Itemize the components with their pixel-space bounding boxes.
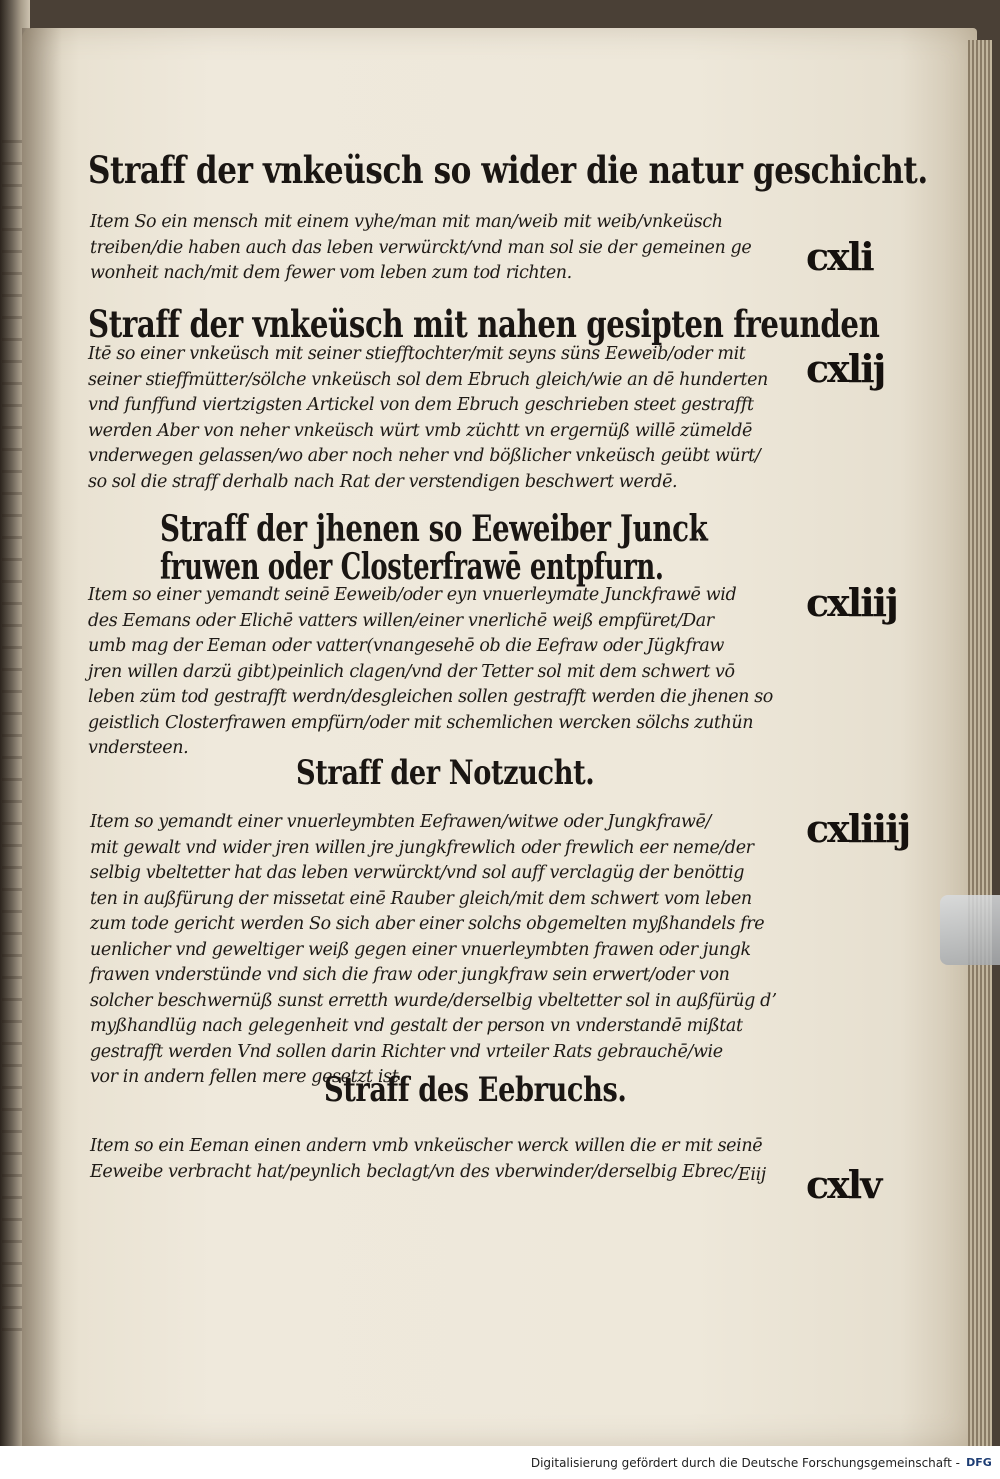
footer-bar: [0, 1446, 1000, 1479]
section-body-abduction: Item so einer yemandt seinē Eeweib/oder eyn vnuerleymate Junckfrawē wid des Eemans oder Elichē vatters willen/einer vnerlichē weiß empfüret/Dar umb mag der Eeman oder vatter(vnangesehē ob die Eefraw oder Jügkfraw jren willen darzü gibt)peinlich clagen/vnd der Tetter sol mit dem schwert vō leben züm tod gestrafft werdn/desgleichen sollen gestrafft werden die jhenen so geistlich Closterfrawen empfürn/oder mit schemlichen wercken sölchs zuthün vndersteen.: [88, 585, 773, 758]
section-heading-rape: Straff der Notzucht.: [296, 753, 595, 793]
gutter-shadow: [22, 28, 62, 1446]
section-heading-unnatural: Straff der vnkeüsch so wider die natur geschicht.: [88, 148, 928, 192]
section-heading-kin: Straff der vnkeüsch mit nahen gesipten freunden: [88, 302, 880, 346]
section-body-unnatural: Item So ein mensch mit einem vyhe/man mit man/weib mit weib/vnkeüsch treiben/die haben auch das leben verwürckt/vnd man sol sie der gemeinen ge wonheit nach/mit dem fewer vom leben zum tod richten.: [90, 212, 752, 283]
signature-mark: Eiij: [738, 1165, 766, 1185]
section-body-rape: Item so yemandt einer vnuerleymbten Eefrawen/witwe oder Jungkfrawē/ mit gewalt vnd wider jren willen jre jungkfrewlich oder frewlich eer neme/der selbig vbeltetter hat das leben verwürckt/vnd sol auff verclagüg der benöttig ten in außfürung der missetat einē Rauber gleich/mit dem schwert vom leben zum tode gericht werden So sich aber einer solchs obgemelten myßhandels fre uenlicher vnd geweltiger weiß gegen einer vnuerleymbten frawen oder jungk frawen vnderstünde vnd sich die fraw oder jungkfraw sein erwert/oder von solcher beschwernüß sunst erretth wurde/derselbig vbeltetter sol in außfürüg dʼ myßhandlüg nach gelegenheit vnd gestalt der person vn vnderstandē mißtat gestrafft werden Vnd sollen darin Richter vnd vrteiler Rats gebrauchē/wie vor in andern fellen mere gesetzt ist: [90, 812, 777, 1087]
section-heading-abduction-line1: Straff der jhenen so Eeweiber Junck: [160, 508, 708, 550]
section-heading-abduction-line2: fruwen oder Closterfrawē entpfurn.: [160, 546, 664, 588]
article-numeral: cxlv: [806, 1162, 881, 1207]
article-numeral: cxliij: [806, 580, 897, 625]
article-numeral: cxli: [806, 234, 873, 279]
funding-credit: Digitalisierung gefördert durch die Deutsche Forschungsgemeinschaft -: [530, 1456, 960, 1470]
section-body-adultery: Item so ein Eeman einen andern vmb vnkeüscher werck willen die er mit seinē Eeweibe verbracht hat/peynlich beclagt/vn des vberwinder/derselbig Ebrec/: [90, 1136, 763, 1182]
article-numeral: cxlij: [806, 346, 885, 391]
section-body-kin: Itē so einer vnkeüsch mit seiner stiefftochter/mit seyns süns Eeweib/oder mit seiner stieffmütter/sölche vnkeüsch sol dem Ebruch gleich/wie an dē hunderten vnd funffund viertzigsten Artickel von dem Ebruch geschrieben steet gestrafft werden Aber von neher vnkeüsch würt vmb züchtt vn ergernüß willē zümeldē vnderwegen gelassen/wo aber noch neher vnd bößlicher vnkeüsch geübt würt/ so sol die straff derhalb nach Rat der verstendigen beschwert werdē.: [88, 344, 768, 492]
article-numeral: cxliiij: [806, 806, 910, 851]
page-stack-edge: [968, 40, 992, 1446]
page-clip: [940, 895, 1000, 965]
dfg-logo-icon: DFG: [966, 1455, 992, 1469]
section-heading-adultery: Straff des Eebruchs.: [324, 1070, 627, 1110]
